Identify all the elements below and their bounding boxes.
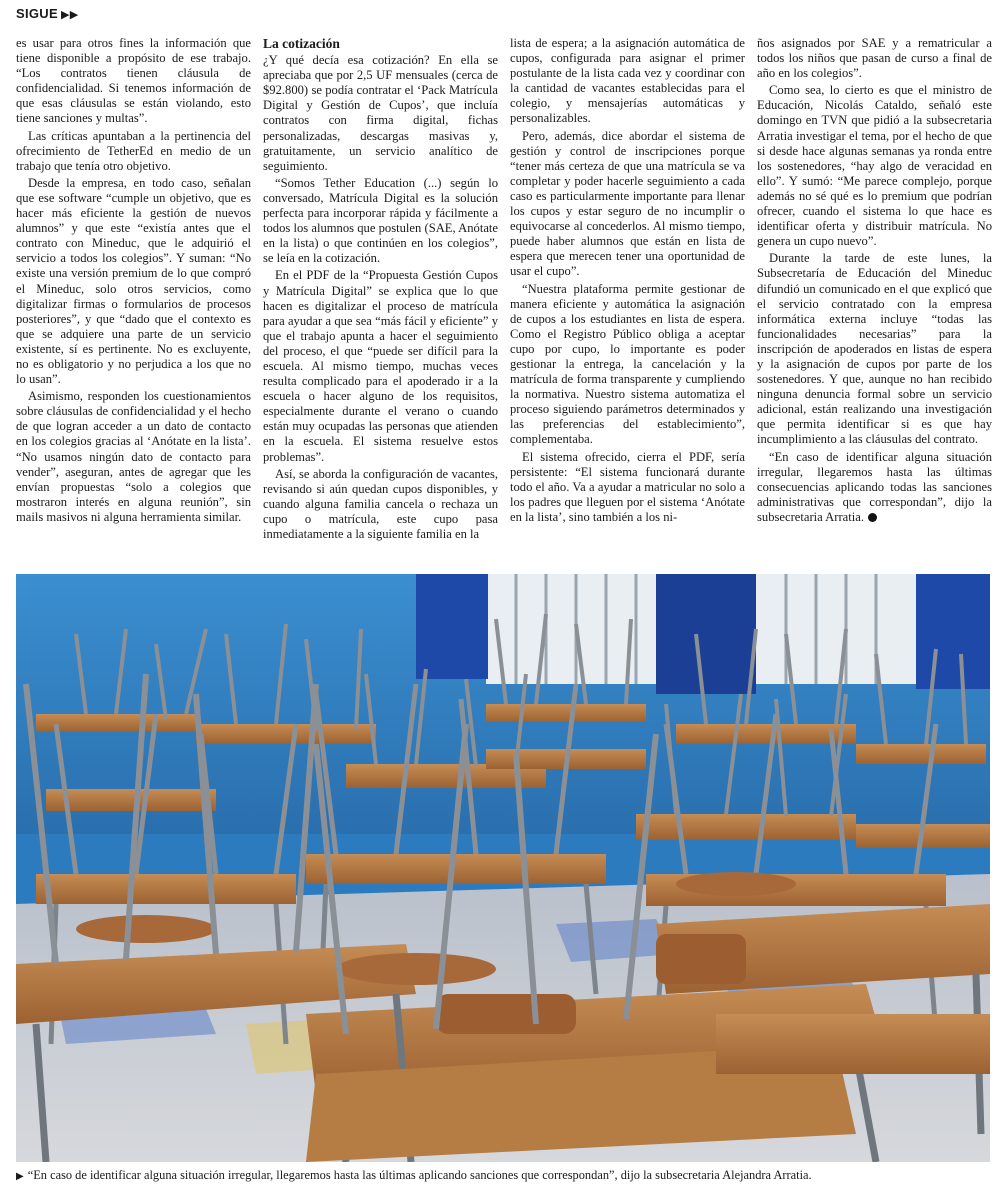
paragraph: Así, se aborda la configuración de vacantes, revisando si aún quedan cupos disponibles, y cuando alguna familia cancela o rechaza un cupo o matrícula, este cupo pasa inmediatamente a la siguiente familia en la — [263, 466, 498, 541]
classroom-photo — [16, 574, 990, 1162]
continue-marker — [16, 6, 79, 21]
article-column-2 — [263, 36, 498, 558]
paragraph: lista de espera; a la asignación automática de cupos, configurada para asignar el primer postulante de la lista cada vez y coordinar con la cantidad de vacantes establecidas para el colegio, y mensajerías automáticas y personalizables. — [510, 36, 745, 126]
paragraph: Las críticas apuntaban a la pertinencia del ofrecimiento de TetherEd en medio de un trabajo que tenía otro objetivo. — [16, 128, 251, 173]
caption-marker-icon: ▶ — [16, 1171, 24, 1182]
closing-quote: “En caso de identificar alguna situación irregular, llegaremos hasta las últimas consecuencias aplicando todas las sanciones administrativas que correspondan”, dijo la subsecretaria Arratia. — [757, 449, 992, 524]
continue-arrows-icon: ▶▶ — [60, 9, 79, 21]
caption-text: “En caso de identificar alguna situación irregular, llegaremos hasta las últimas aplicando sanciones que correspondan”, dijo la subsecretaria Alejandra Arratia. — [27, 1168, 812, 1182]
paragraph: El sistema ofrecido, cierra el PDF, sería persistente: “El sistema funcionará durante todo el año. Va a ayudar a matricular no solo a los padres que lleguen por el sistema ‘Anótate en la lista’, sino también a los ni- — [510, 449, 745, 524]
paragraph: En el PDF de la “Propuesta Gestión Cupos y Matrícula Digital” se explica que lo que hacen es digitalizar el proceso de matrícula para ayudar a que sea “más fácil y eficiente” y que el trabajo apunta a hacer el seguimiento del proceso, el que “puede ser difícil para la escuela. Al mismo tiempo, muchas veces resulta complicado para el apoderado ir a la escuela o hacer alguno de los requisitos, especialmente durante el verano o cuando están muy ocupadas las personas que atienden en la escuela. El sistema resuelve estos problemas”. — [263, 268, 498, 464]
paragraph: Asimismo, responden los cuestionamientos sobre cláusulas de confidencialidad y el hecho de que logran acceder a un dato de contacto en los colegios gracias al ‘Anótate en la lista’. “No usamos ningún dato de contacto para vender”, aseguran, antes de agregar que les envían propuestas “solo a colegios que mostraron interés en alguna reunión”, sin mails masivos ni alguna herramienta similar. — [16, 389, 251, 524]
photo-caption — [16, 1168, 996, 1183]
article-column-4 — [757, 36, 992, 558]
article-column-1 — [16, 36, 251, 558]
paragraph: Pero, además, dice abordar el sistema de gestión y control de inscripciones porque “tener más certeza de que una matrícula se va completar y poder hacerle seguimiento a cada caso es particularmente importante para llenar los cupos y estar seguro de no incumplir o equivocarse al concederlos. Al mismo tiempo, puede haber alumnos que están en lista de espera que merecen tener una oportunidad de usar el cupo”. — [510, 128, 745, 279]
paragraph: Como sea, lo cierto es que el ministro de Educación, Nicolás Cataldo, señaló este domingo en TVN que pidió a la subsecretaria Arratia investigar el tema, por el hecho de que si desde hace algunas semanas ya ronda entre los sostenedores, “hay algo de veracidad en ello”. Y sumó: “Me parece complejo, porque además no sé qué es lo premium que podrían ofrecer, cuando el sistema lo que hace es identificar oferta y distribuir matrícula. No genera un cupo nuevo”. — [757, 83, 992, 249]
paragraph: Desde la empresa, en todo caso, señalan que ese software “cumple un objetivo, que es hacer más eficiente la gestión de nuevos alumnos” y que este “existía antes que el contrato con Mineduc, que le adquirió el servicio a todos los colegios”. Y suman: “No existe una versión premium de lo que compró el Mineduc, solo otros servicios, como digitalizar firmas o formularios de procesos posteriores”, y que “dado que el contexto es que se adquiere una parte de un servicio existente, sí es pertinente. No es excluyente, no es obligatorio y no perjudica a los que no lo usan”. — [16, 175, 251, 387]
paragraph: ños asignados por SAE y a rematricular a todos los niños que pasan de curso a final de año en los colegios”. — [757, 36, 992, 81]
end-of-article-icon — [868, 513, 877, 522]
classroom-photo-illustration — [16, 574, 990, 1162]
section-heading: La cotización — [263, 36, 340, 51]
paragraph: “Nuestra plataforma permite gestionar de manera eficiente y automática la asignación de cupos a los estudiantes en lista de espera. Como el Registro Público obliga a aceptar cupo por cupo, lo importante es poder gestionar la entrega, la cancelación y la matrícula de forma transparente y cumpliendo la normativa. Nuestro sistema automatiza el proceso siguiendo parámetros determinados y las preferencias del establecimiento”, complementaba. — [510, 281, 745, 447]
paragraph: “Somos Tether Education (...) según lo conversado, Matrícula Digital es la solución perfecta para incorporar rápida y fácilmente a todos los alumnos que postulen (SAE, Anótate en la lista) o que continúen en los colegios”, se leía en la cotización. — [263, 175, 498, 266]
article-columns — [16, 36, 992, 558]
paragraph: ¿Y qué decía esa cotización? En ella se apreciaba que por 2,5 UF mensuales (cerca de $92.800) se podía contratar el ‘Pack Matrícula Digital y Gestión de Cupos’, que incluía contratos con firma digital, fichas personalizadas, descargas masivas y, gratuitamente, un servicio analítico de seguimiento. — [263, 53, 498, 173]
foreground-desk-right — [716, 1014, 990, 1074]
continue-label: SIGUE — [16, 6, 58, 21]
paragraph: es usar para otros fines la información que tiene disponible a propósito de ese trabajo. “Los contratos tienen cláusula de confidencialidad. Si tenemos información de que esas cláusulas se están violando, esto tiene sanciones y multas”. — [16, 36, 251, 126]
paragraph: Durante la tarde de este lunes, la Subsecretaría de Educación del Mineduc difundió un comunicado en el que explicó que el servicio contratado con la empresa informática externa incluye “todas las funcionalidades necesarias” para la inscripción de apoderados en listas de espera y la asignación de cupos por parte de los sostenedores. Y que, aunque no han recibido ninguna denuncia formal sobre un servicio adicional, están realizando una investigación que permita identificar si es que hay incumplimiento a las cláusulas del contrato. — [757, 251, 992, 447]
paragraph — [757, 450, 992, 525]
article-column-3 — [510, 36, 745, 558]
